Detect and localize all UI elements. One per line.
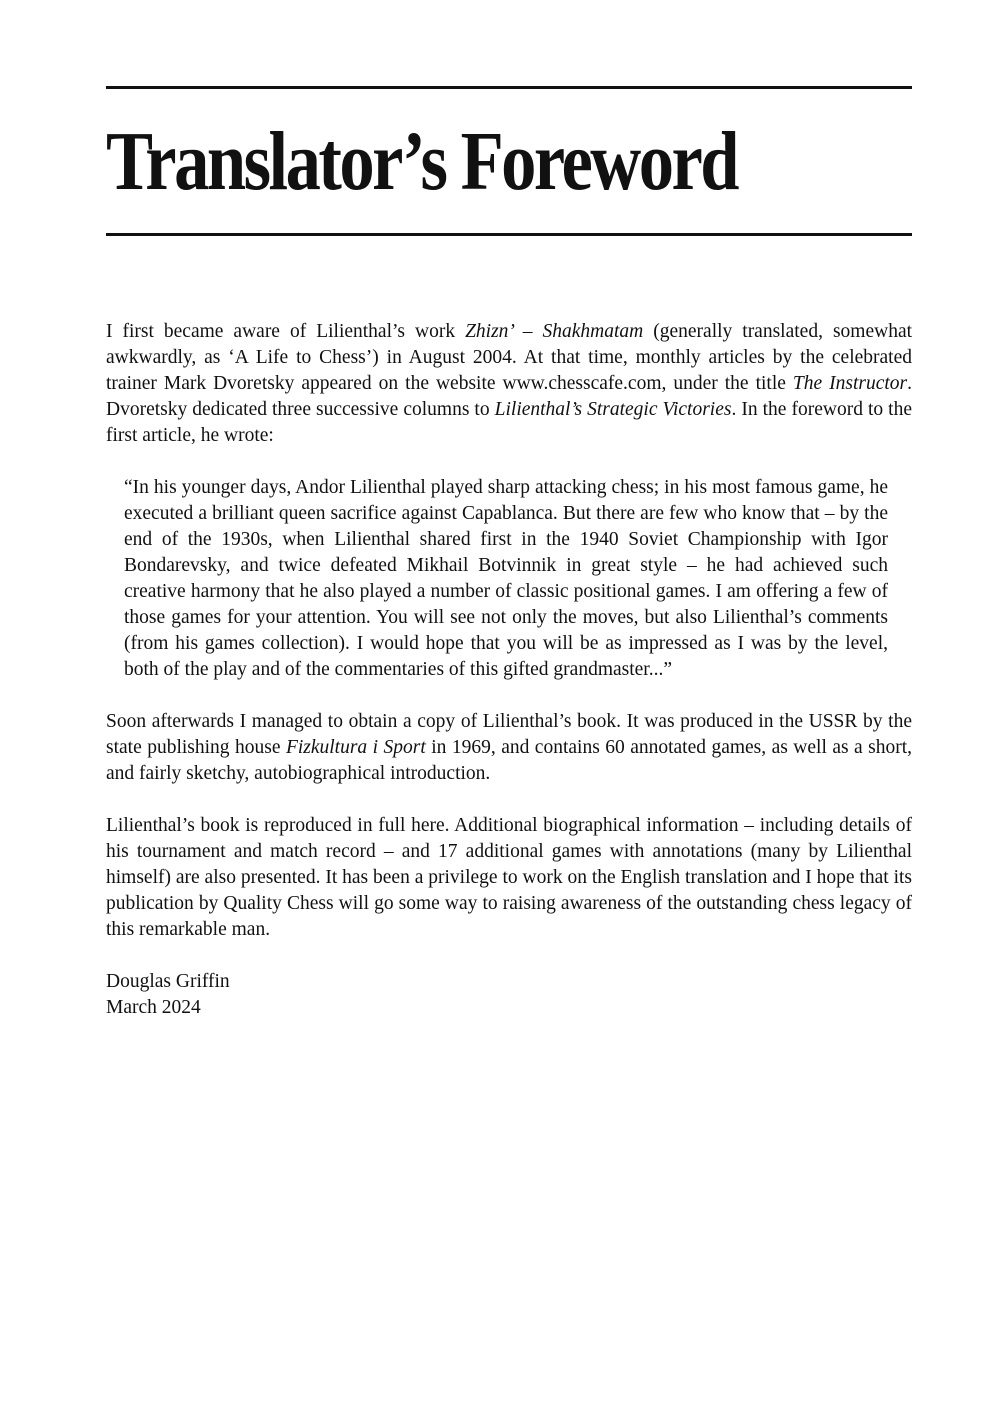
bottom-rule <box>106 233 912 236</box>
publisher-name: Fizkultura i Sport <box>285 737 426 758</box>
paragraph-edition: Lilienthal’s book is reproduced in full here. Additional biographical information – including details of his tournament and match record – and 17 additional games with annotations (many by Lilienthal himself) are also presented. It has been a privilege to work on the English translation and I hope that its publication by Quality Chess will go some way to raising awareness of the outstanding chess legacy of this remarkable man. <box>106 815 912 940</box>
signature-name: Douglas Griffin <box>106 971 230 992</box>
intro-text-c: (generally translated, somewhat awkwardly, as ‘A Life to Chess’) in August 2004. At that time, monthly articles by the celebrated trainer Mark Dvoretsky appeared on the website www.chesscafe.com, under the title <box>106 321 913 394</box>
dvoretsky-quote: “In his younger days, Andor Lilienthal played sharp attacking chess; in his most famous game, he executed a brilliant queen sacrifice against Capablanca. But there are few who know that – by the end of the 1930s, when Lilienthal shared first in the 1940 Soviet Championship with Igor Bondarevsky, and twice defeated Mikhail Botvinnik in great style – he had achieved such creative harmony that he also played a number of classic positional games. I am offering a few of those games for your attention. You will see not only the moves, but also Lilienthal’s comments (from his games collection). I would hope that you will be as impressed as I was by the level, both of the play and of the commentaries of this gifted grandmaster...” <box>124 477 888 680</box>
signature-block <box>106 969 912 1021</box>
intro-text-g: . In the foreword to the first article, he wrote: <box>106 399 913 446</box>
series-title: Lilienthal’s Strategic Victories <box>494 399 732 420</box>
page-title: Translator’s Foreword <box>106 115 737 208</box>
top-rule <box>106 86 912 89</box>
intro-text-a: I first became aware of Lilienthal’s work <box>106 321 466 342</box>
paragraph-intro <box>106 319 912 449</box>
paragraph-book <box>106 709 912 787</box>
column-title: The Instructor <box>792 373 908 394</box>
intro-text-e: . Dvoretsky dedicated three successive columns to <box>106 373 912 420</box>
foreword-body <box>106 319 912 1021</box>
book-text-a: Soon afterwards I managed to obtain a copy of Lilienthal’s book. It was produced in the USSR by the state publishing house <box>106 711 912 758</box>
book-title-russian: Zhizn’ – Shakhmatam <box>465 321 644 342</box>
book-text-c: in 1969, and contains 60 annotated games, as well as a short, and fairly sketchy, autobiographical introduction. <box>106 737 913 784</box>
signature-date: March 2024 <box>106 997 201 1018</box>
